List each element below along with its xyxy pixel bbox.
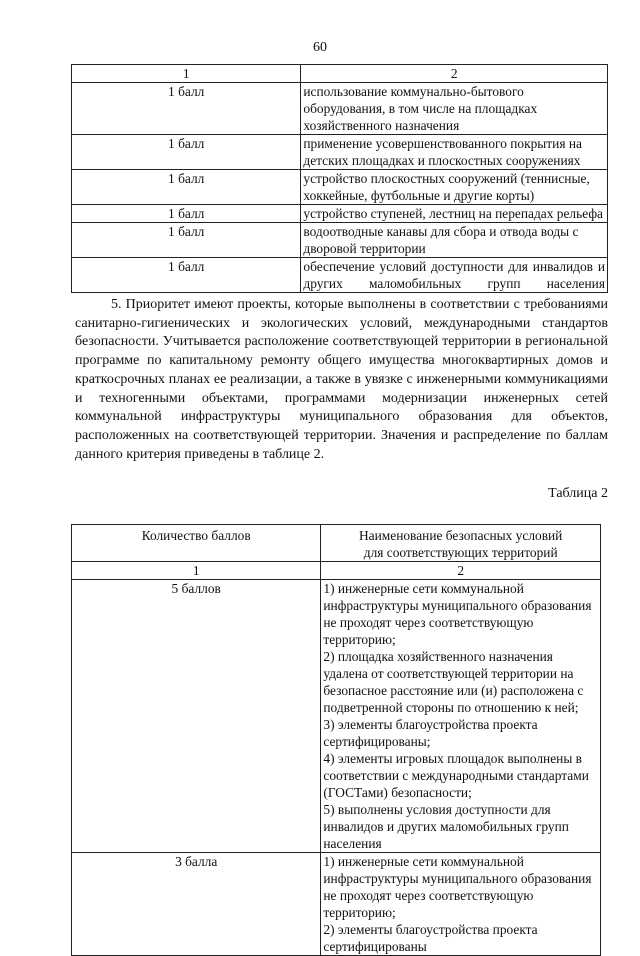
score-cell: 1 балл (72, 223, 301, 258)
condition-item: 1) инженерные сети коммунальной инфраструктуры муниципального образования не проходят через соответствующую территорию; (323, 854, 592, 920)
condition-item: 1) инженерные сети коммунальной инфраструктуры муниципального образования не проходят через соответствующую территорию; (323, 581, 592, 647)
condition-item: 2) элементы благоустройства проекта сертифицированы (323, 922, 538, 954)
score-cell: 5 баллов (72, 580, 321, 853)
column-header-score: Количество баллов (72, 525, 321, 562)
table-row (72, 83, 608, 135)
body-paragraph: 5. Приоритет имеют проекты, которые выполнены в соответствии с требованиями санитарно-гигиенических и экологических условий, международными стандартов безопасности. Учитывается расположение соответствующей территории в региональной программе по капитальному ремонту общего имущества многоквартирных домов и краткосрочных планах ее реализации, а также в увязке с инженерными коммуникациями и техногенными объектами, программами модернизации инженерных сетей коммунальной инфраструктуры муниципального образования для объектов, расположенных на соответствующей территории. Значения и распределение по баллам данного критерия приведены в таблице 2. (75, 297, 608, 462)
table-row (72, 258, 608, 293)
table-header-row (72, 65, 608, 83)
safety-conditions-table (71, 524, 601, 956)
column-header-conditions (321, 525, 601, 562)
table-row (72, 223, 608, 258)
table-row (72, 135, 608, 170)
criterion-cell: устройство плоскостных сооружений (теннисные, хоккейные, футбольные и другие корты) (301, 170, 608, 205)
criteria-table-1 (71, 64, 608, 293)
condition-item: 3) элементы благоустройства проекта сертифицированы; (323, 717, 538, 749)
table-row (72, 853, 601, 956)
score-cell: 1 балл (72, 170, 301, 205)
column-number-2: 2 (301, 65, 608, 83)
score-cell: 1 балл (72, 205, 301, 223)
condition-item: 4) элементы игровых площадок выполнены в соответствии с международными стандартами (ГОСТами) безопасности; (323, 751, 589, 800)
table-row (72, 170, 608, 205)
table-row (72, 580, 601, 853)
column-numbers-row (72, 562, 601, 580)
table-caption: Таблица 2 (548, 486, 608, 501)
criterion-cell: использование коммунально-бытового оборудования, в том числе на площадках хозяйственного назначения (301, 83, 608, 135)
criterion-cell: водоотводные канавы для сбора и отвода воды с дворовой территории (301, 223, 608, 258)
column-number-2: 2 (321, 562, 601, 580)
column-number-1: 1 (72, 562, 321, 580)
column-header-line: Наименование безопасных условий (359, 528, 563, 543)
column-header-line: для соответствующих территорий (363, 545, 558, 560)
score-cell: 1 балл (72, 83, 301, 135)
criterion-cell: применение усовершенствованного покрытия на детских площадках и плоскостных сооружениях (301, 135, 608, 170)
page-number: 60 (313, 40, 327, 55)
conditions-cell (321, 853, 601, 956)
score-cell: 1 балл (72, 135, 301, 170)
conditions-cell (321, 580, 601, 853)
condition-item: 2) площадка хозяйственного назначения удалена от соответствующей территории на безопасное расстояние или (и) расположена с подветренной стороны по отношению к ней; (323, 649, 584, 715)
table-row (72, 205, 608, 223)
column-number-1: 1 (72, 65, 301, 83)
score-cell: 3 балла (72, 853, 321, 956)
condition-item: 5) выполнены условия доступности для инвалидов и других маломобильных групп населения (323, 802, 569, 851)
criterion-cell: обеспечение условий доступности для инвалидов и других маломобильных групп населения (301, 258, 608, 293)
score-cell: 1 балл (72, 258, 301, 293)
criterion-cell: устройство ступеней, лестниц на перепадах рельефа (301, 205, 608, 223)
table-header-row (72, 525, 601, 562)
